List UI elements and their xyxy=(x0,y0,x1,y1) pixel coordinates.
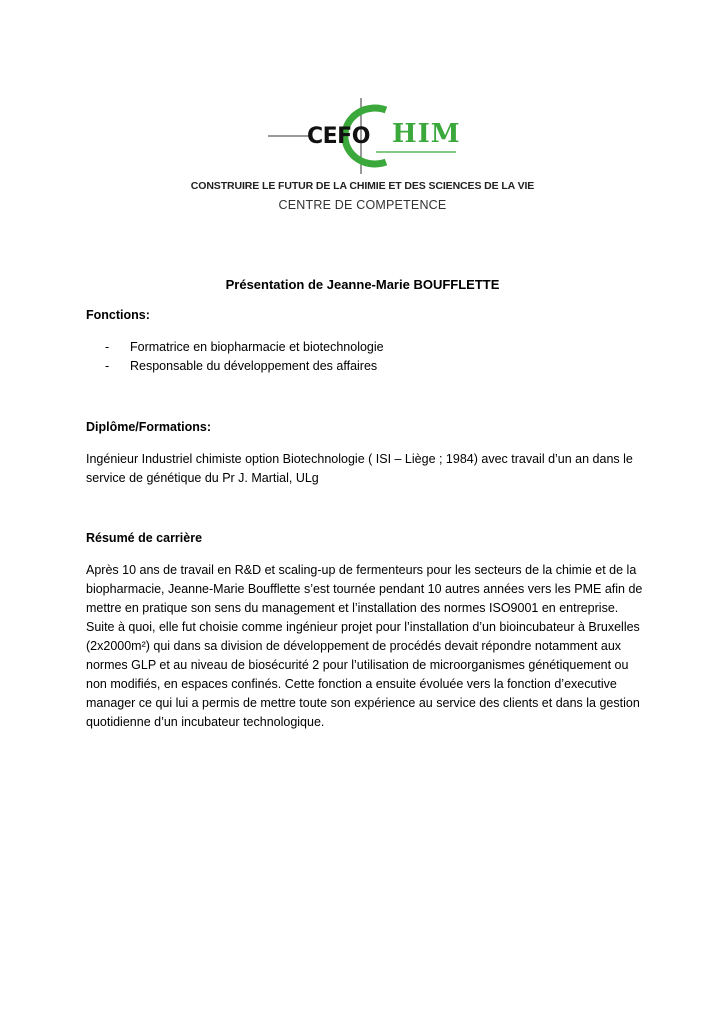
cefochim-logo xyxy=(264,96,464,176)
text-line: Suite à quoi, elle fut choisie comme ingénieur projet pour l’installation d’un bioincubateur à Bruxelles xyxy=(86,620,640,634)
list-item-text: Formatrice en biopharmacie et biotechnologie xyxy=(130,340,384,354)
list-item xyxy=(86,357,384,376)
bullet-dash: - xyxy=(105,359,110,373)
text-line: normes GLP et au niveau de biosécurité 2 pour l’utilisation de microorganismes génétiquement ou xyxy=(86,658,629,672)
text-line: service de génétique du Pr J. Martial, ULg xyxy=(86,471,319,485)
text-line: biopharmacie, Jeanne-Marie Boufflette s’est tournée pendant 10 autres années vers les PME afin de xyxy=(86,582,643,596)
text-line: Ingénieur Industriel chimiste option Biotechnologie ( ISI – Liège ; 1984) avec travail d’un an dans le xyxy=(86,452,633,466)
logo-tagline: CONSTRUIRE LE FUTUR DE LA CHIMIE ET DES SCIENCES DE LA VIE xyxy=(190,180,535,192)
list-item-text: Responsable du développement des affaires xyxy=(130,359,378,373)
text-line: Après 10 ans de travail en R&D et scaling-up de fermenteurs pour les secteurs de la chimie et de la xyxy=(86,563,637,577)
list-item xyxy=(86,338,384,357)
resume-heading: Résumé de carrière xyxy=(86,531,203,545)
fonctions-heading: Fonctions: xyxy=(86,308,150,322)
bullet-dash: - xyxy=(105,340,110,354)
text-line: (2x2000m²) qui dans sa division de développement de procédés devait répondre notamment aux xyxy=(86,639,622,653)
text-line: non modifiés, en espaces confinés. Cette fonction a ensuite évoluée vers la fonction d’executive xyxy=(86,677,617,691)
text-line: quotidienne d’un incubateur technologique. xyxy=(86,715,325,729)
text-line: mettre en pratique son sens du management et l’installation des normes ISO9001 en entreprise. xyxy=(86,601,619,615)
logo-subtagline: CENTRE DE COMPETENCE xyxy=(278,198,447,212)
resume-paragraph xyxy=(86,561,646,732)
fonctions-list xyxy=(86,338,384,376)
page-title: Présentation de Jeanne-Marie BOUFFLETTE xyxy=(225,277,500,292)
logo-text-cefo: CEFO xyxy=(307,124,370,149)
text-line: manager ce qui lui a permis de mettre toute son expérience au service des clients et dans la gestion xyxy=(86,696,640,710)
diplome-paragraph xyxy=(86,450,646,488)
diplome-heading: Diplôme/Formations: xyxy=(86,420,212,434)
logo-text-him: HIM xyxy=(392,119,461,149)
